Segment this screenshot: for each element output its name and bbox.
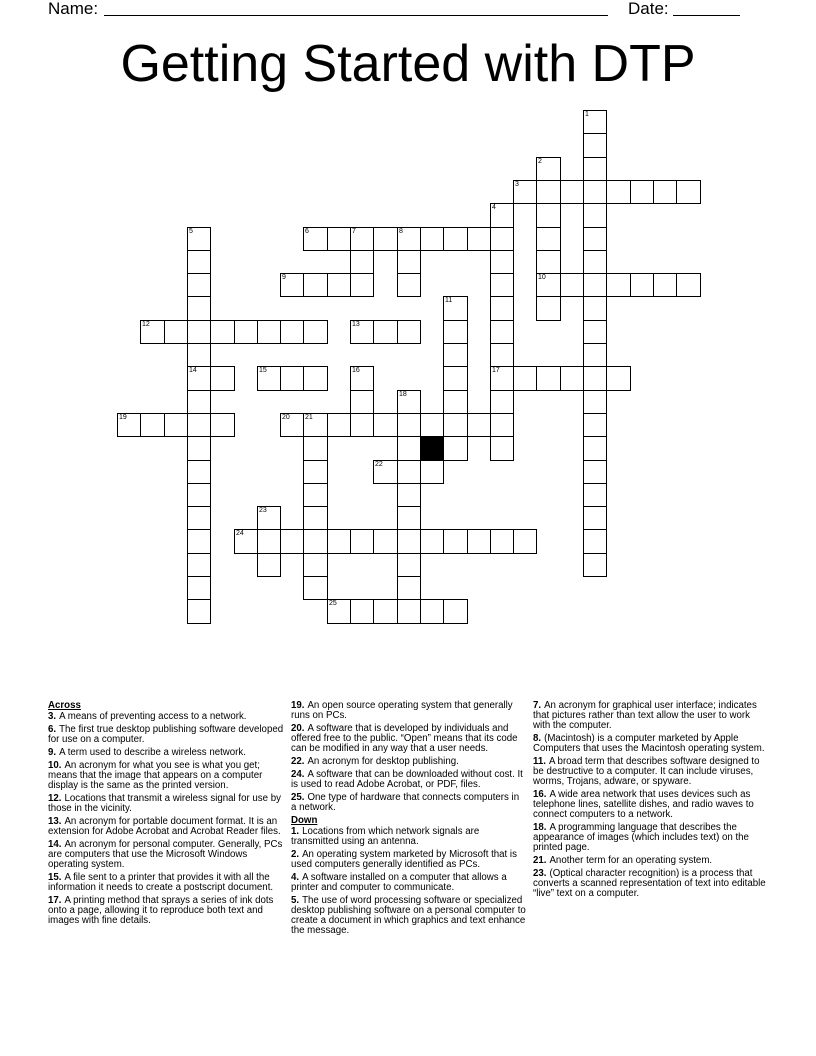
clue-number: 5. (291, 895, 300, 906)
grid-cell (397, 576, 421, 600)
grid-cell (443, 413, 468, 437)
cell-number: 24 (236, 530, 244, 537)
cell-number: 17 (492, 367, 500, 374)
grid-cell (303, 460, 328, 484)
grid-cell (583, 180, 607, 204)
grid-cell (397, 506, 421, 530)
grid-cell (490, 366, 514, 391)
clue-text: A file sent to a printer that provides it with all the information it needs to create a postscript document. (48, 872, 274, 893)
clue-column-3 (533, 701, 769, 902)
clue-text: The use of word processing software or specialized desktop publishing software on a personal computer to create a document in which graphics and text enhance the message. (291, 895, 526, 936)
grid-cell (303, 320, 328, 344)
grid-cell (536, 250, 561, 274)
grid-cell (583, 133, 607, 158)
cell-number: 21 (305, 414, 313, 421)
grid-cell (280, 366, 304, 391)
grid-cell (327, 273, 351, 297)
clue-number: 3. (48, 711, 57, 722)
grid-cell (280, 320, 304, 344)
grid-cell (560, 366, 584, 391)
grid-cell (490, 529, 514, 554)
grid-cell (327, 413, 351, 437)
grid-cell (187, 320, 211, 344)
cell-number: 5 (189, 228, 193, 235)
grid-cell (373, 413, 398, 437)
cell-number: 16 (352, 367, 360, 374)
grid-cell (536, 180, 561, 204)
grid-cell (373, 227, 398, 251)
grid-cell (630, 180, 654, 204)
grid-cell (583, 413, 607, 437)
clue-number: 1. (291, 826, 300, 837)
grid-cell (187, 250, 211, 274)
grid-cell (443, 529, 468, 554)
grid-cell (303, 529, 328, 554)
down-clue (533, 734, 769, 754)
clue-text: An acronym for graphical user interface; indicates that pictures rather than text allow the user to work with the computer. (533, 700, 757, 731)
grid-cell (327, 599, 351, 624)
grid-cell (560, 180, 584, 204)
grid-cell (536, 203, 561, 228)
grid-cell (140, 320, 165, 344)
grid-cell (397, 390, 421, 414)
clue-number: 14. (48, 839, 62, 850)
grid-cell (420, 460, 444, 484)
grid-cell (467, 529, 491, 554)
grid-cell (280, 273, 304, 297)
grid-cell (187, 273, 211, 297)
grid-cell (397, 273, 421, 297)
grid-cell (303, 366, 328, 391)
grid-cell (513, 180, 537, 204)
grid-cell (303, 483, 328, 507)
grid-cell (420, 413, 444, 437)
grid-cell (583, 227, 607, 251)
clue-number: 22. (291, 756, 305, 767)
grid-cell (443, 320, 468, 344)
grid-cell (490, 390, 514, 414)
clue-number: 20. (291, 723, 305, 734)
grid-cell (583, 343, 607, 367)
grid-cell (397, 599, 421, 624)
clue-number: 11. (533, 756, 546, 767)
clue-number: 21. (533, 855, 547, 866)
grid-cell (350, 273, 374, 297)
grid-cell (583, 110, 607, 134)
grid-cell (350, 227, 374, 251)
grid-cell (303, 553, 328, 577)
clue-text: Locations from which network signals are transmitted using an antenna. (291, 826, 480, 847)
clue-text: The first true desktop publishing software developed for use on a computer. (48, 724, 284, 745)
down-heading: Down (291, 815, 318, 826)
grid-cell (187, 366, 211, 391)
cell-number: 15 (259, 367, 267, 374)
cell-number: 19 (119, 414, 127, 421)
grid-cell (583, 483, 607, 507)
grid-cell (606, 273, 631, 297)
grid-cell (164, 320, 188, 344)
grid-cell (350, 320, 374, 344)
down-clue (533, 757, 769, 787)
clue-text: An acronym for portable document format. It is an extension for Adobe Acrobat and Acrobat Reader files. (48, 816, 281, 837)
grid-cell (187, 413, 211, 437)
across-clue (48, 725, 284, 745)
across-clue (291, 770, 527, 790)
cell-number: 7 (352, 228, 356, 235)
grid-cell (350, 390, 374, 414)
grid-cell (513, 529, 537, 554)
grid-cell (397, 413, 421, 437)
grid-cell (443, 436, 468, 461)
cell-number: 9 (282, 274, 286, 281)
grid-cell (560, 273, 584, 297)
across-clue (48, 840, 284, 870)
down-clue (291, 850, 527, 870)
grid-cell (443, 227, 468, 251)
cell-number: 4 (492, 204, 496, 211)
grid-cell (583, 390, 607, 414)
grid-cell (303, 227, 328, 251)
grid-cell (187, 576, 211, 600)
clue-text: An open source operating system that generally runs on PCs. (291, 700, 513, 721)
grid-cell (536, 273, 561, 297)
cell-number: 6 (305, 228, 309, 235)
clue-number: 17. (48, 895, 62, 906)
clue-number: 10. (48, 760, 62, 771)
grid-cell (187, 506, 211, 530)
grid-cell (257, 506, 281, 530)
clue-text: A means of preventing access to a network. (59, 711, 247, 722)
grid-cell (350, 250, 374, 274)
grid-cell (653, 180, 677, 204)
clue-number: 9. (48, 747, 57, 758)
grid-cell (210, 320, 235, 344)
grid-cell (606, 366, 631, 391)
clue-number: 6. (48, 724, 57, 735)
grid-cell (187, 460, 211, 484)
grid-cell (583, 553, 607, 577)
clue-number: 18. (533, 822, 547, 833)
grid-cell (187, 343, 211, 367)
grid-cell (234, 320, 258, 344)
clue-text: A printing method that sprays a series of ink dots onto a page, allowing it to reproduce both text and images with fine details. (48, 895, 274, 926)
down-clue (533, 869, 769, 899)
grid-cell (187, 599, 211, 624)
across-clue (291, 793, 527, 813)
clue-text: A broad term that describes software designed to be destructive to a computer. It can include viruses, worms, Trojans, adware, or spyware. (533, 756, 760, 787)
grid-cell (536, 157, 561, 181)
grid-cell (397, 227, 421, 251)
clue-number: 13. (48, 816, 62, 827)
grid-cell (187, 483, 211, 507)
down-clue (291, 827, 527, 847)
cell-number: 20 (282, 414, 290, 421)
grid-cell (443, 366, 468, 391)
grid-cell (350, 599, 374, 624)
grid-cell (280, 413, 304, 437)
clue-number: 8. (533, 733, 542, 744)
clue-text: A term used to describe a wireless network. (59, 747, 246, 758)
grid-cell (443, 296, 468, 321)
grid-cell (234, 529, 258, 554)
cell-number: 13 (352, 321, 360, 328)
clue-number: 4. (291, 872, 300, 883)
across-clue (48, 748, 284, 758)
grid-cell (490, 296, 514, 321)
grid-cell (583, 460, 607, 484)
clue-number: 2. (291, 849, 300, 860)
cell-number: 10 (538, 274, 546, 281)
date-blank-line (673, 15, 740, 16)
clue-number: 16. (533, 789, 547, 800)
across-clue (48, 712, 284, 722)
grid-cell (117, 413, 141, 437)
grid-cell (373, 320, 398, 344)
name-label: Name: (48, 0, 99, 18)
grid-cell (373, 599, 398, 624)
grid-cell (327, 529, 351, 554)
cell-number: 2 (538, 158, 542, 165)
grid-cell (583, 320, 607, 344)
down-clue (533, 823, 769, 853)
grid-cell (187, 296, 211, 321)
cell-number: 25 (329, 600, 337, 607)
grid-cell (397, 529, 421, 554)
grid-cell (373, 460, 398, 484)
across-clue (291, 724, 527, 754)
grid-cell (490, 250, 514, 274)
grid-cell (490, 320, 514, 344)
grid-cell (583, 366, 607, 391)
clue-text: An acronym for what you see is what you get; means that the image that appears on a computer display is the same as the printed version. (48, 760, 263, 791)
grid-cell (373, 529, 398, 554)
cell-number: 14 (189, 367, 197, 374)
down-clue (533, 701, 769, 731)
grid-cell (536, 296, 561, 321)
clue-text: A software that can be downloaded without cost. It is used to read Adobe Acrobat, or PDF, files. (291, 769, 523, 790)
across-clue (48, 761, 284, 791)
grid-cell (303, 576, 328, 600)
grid-cell (583, 436, 607, 461)
grid-cell (467, 227, 491, 251)
clue-text: A wide area network that uses devices such as telephone lines, satellite dishes, and radio waves to connect computers to a network. (533, 789, 754, 820)
grid-cell (583, 157, 607, 181)
grid-cell (630, 273, 654, 297)
clue-text: Locations that transmit a wireless signal for use by those in the vicinity. (48, 793, 281, 814)
grid-cell (583, 273, 607, 297)
grid-cell (490, 343, 514, 367)
grid-cell (350, 413, 374, 437)
cell-number: 8 (399, 228, 403, 235)
grid-cell (303, 273, 328, 297)
grid-cell (303, 506, 328, 530)
clue-text: A programming language that describes the appearance of images (which includes text) on the printed page. (533, 822, 749, 853)
grid-cell (443, 599, 468, 624)
grid-cell (164, 413, 188, 437)
clue-text: Another term for an operating system. (549, 855, 713, 866)
grid-cell (397, 553, 421, 577)
grid-cell (420, 599, 444, 624)
grid-cell (443, 343, 468, 367)
grid-cell (257, 529, 281, 554)
clue-text: (Optical character recognition) is a process that converts a scanned representation of text into editable “live” text on a computer. (533, 868, 766, 899)
cell-number: 3 (515, 181, 519, 188)
page-title: Getting Started with DTP (120, 35, 696, 93)
grid-cell (513, 366, 537, 391)
grid-cell (187, 553, 211, 577)
cell-number: 12 (142, 321, 150, 328)
clue-number: 23. (533, 868, 547, 879)
grid-cell (490, 203, 514, 228)
grid-cell (676, 273, 701, 297)
grid-cell (187, 529, 211, 554)
grid-cell (490, 273, 514, 297)
grid-cell (187, 390, 211, 414)
clue-number: 12. (48, 793, 62, 804)
grid-cell (280, 529, 304, 554)
grid-cell (210, 366, 235, 391)
grid-cell (397, 320, 421, 344)
black-cell (420, 436, 444, 461)
down-clue (533, 856, 769, 866)
grid-cell (140, 413, 165, 437)
down-clue (533, 790, 769, 820)
grid-cell (257, 366, 281, 391)
grid-cell (676, 180, 701, 204)
grid-cell (187, 227, 211, 251)
grid-cell (303, 436, 328, 461)
grid-cell (490, 413, 514, 437)
across-clue (291, 757, 527, 767)
cell-number: 23 (259, 507, 267, 514)
grid-cell (210, 413, 235, 437)
clue-text: One type of hardware that connects computers in a network. (291, 792, 520, 813)
grid-cell (350, 529, 374, 554)
grid-cell (536, 366, 561, 391)
clue-column-2 (291, 701, 527, 939)
grid-cell (257, 320, 281, 344)
grid-cell (583, 506, 607, 530)
grid-cell (327, 227, 351, 251)
cell-number: 11 (445, 297, 453, 304)
grid-cell (653, 273, 677, 297)
across-clue (48, 817, 284, 837)
clue-column-1 (48, 701, 284, 929)
grid-cell (257, 553, 281, 577)
clue-text: A software that is developed by individuals and offered free to the public. “Open” means that its code can be modified in any way that a user needs. (291, 723, 518, 754)
grid-cell (583, 250, 607, 274)
cell-number: 18 (399, 391, 407, 398)
clue-number: 24. (291, 769, 305, 780)
across-clue (291, 701, 527, 721)
clue-text: A software installed on a computer that allows a printer and computer to communicate. (291, 872, 507, 893)
grid-cell (443, 390, 468, 414)
cell-number: 1 (585, 111, 589, 118)
grid-cell (397, 483, 421, 507)
grid-cell (420, 529, 444, 554)
grid-cell (187, 436, 211, 461)
down-clue (291, 896, 527, 936)
grid-cell (420, 227, 444, 251)
grid-cell (583, 203, 607, 228)
clue-text: An acronym for personal computer. Generally, PCs are computers that use the Microsoft Windows operating system. (48, 839, 283, 870)
grid-cell (397, 250, 421, 274)
clue-number: 19. (291, 700, 305, 711)
clue-text: An operating system marketed by Microsoft that is used computers generally identified as PCs. (291, 849, 517, 870)
clue-text: (Macintosh) is a computer marketed by Apple Computers that uses the Macintosh operating system. (533, 733, 765, 754)
across-clue (48, 794, 284, 814)
grid-cell (467, 413, 491, 437)
clue-number: 7. (533, 700, 542, 711)
grid-cell (303, 413, 328, 437)
grid-cell (397, 436, 421, 461)
grid-cell (490, 436, 514, 461)
across-clue (48, 873, 284, 893)
name-blank-line (104, 15, 608, 16)
grid-cell (583, 529, 607, 554)
grid-cell (583, 296, 607, 321)
clue-text: An acronym for desktop publishing. (307, 756, 459, 767)
clue-number: 15. (48, 872, 62, 883)
grid-cell (397, 460, 421, 484)
grid-cell (350, 366, 374, 391)
across-clue (48, 896, 284, 926)
grid-cell (606, 180, 631, 204)
across-heading: Across (48, 700, 81, 711)
grid-cell (536, 227, 561, 251)
date-label: Date: (628, 0, 669, 18)
cell-number: 22 (375, 461, 383, 468)
down-clue (291, 873, 527, 893)
grid-cell (490, 227, 514, 251)
clue-number: 25. (291, 792, 305, 803)
